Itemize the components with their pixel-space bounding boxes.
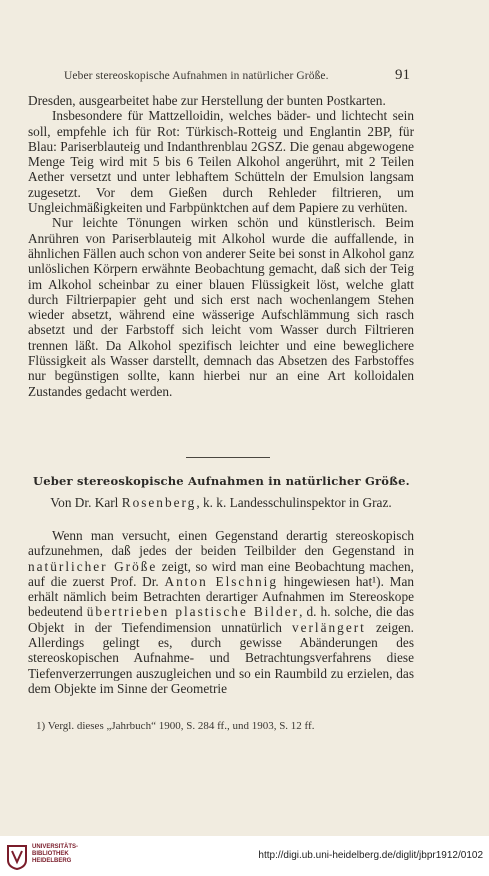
previous-article-text <box>28 93 414 399</box>
article-byline <box>28 495 414 510</box>
logo-line: UNIVERSITÄTS- <box>32 844 79 850</box>
emphasis-spaced: natürlicher Größe <box>28 558 158 574</box>
emphasis-spaced: Anton Elschnig <box>164 573 278 589</box>
logo-line: BIBLIOTHEK <box>32 851 69 857</box>
library-logo[interactable] <box>6 842 78 872</box>
paragraph: Dresden, ausgearbeitet habe zur Herstellung der bunten Postkarten. <box>28 93 386 108</box>
emphasis-spaced: verlängert <box>291 619 366 635</box>
footnote: 1) Vergl. dieses „Jahrbuch“ 1900, S. 284 ff., und 1903, S. 12 ff. <box>36 720 315 732</box>
page-number: 91 <box>395 67 410 83</box>
running-header <box>0 67 489 88</box>
text-run: hingewiesen hat¹). Man erhält nämlich beim Betrachten derartiger Aufnahmen im Stereoskope bedeutend <box>28 573 414 620</box>
permalink[interactable]: http://digi.ub.uni-heidelberg.de/diglit/jbpr1912/0102 <box>258 850 483 861</box>
byline-prefix: Von Dr. Karl <box>50 495 122 510</box>
library-seal-icon <box>6 844 28 870</box>
paragraph <box>28 528 414 696</box>
byline-suffix: , k. k. Landesschulinspektor in Graz. <box>196 495 392 510</box>
library-name <box>32 844 82 865</box>
logo-line: HEIDELBERG <box>32 858 72 864</box>
viewer-footer <box>0 836 489 876</box>
article-text <box>28 528 414 696</box>
author-name: Rosenberg <box>121 495 197 510</box>
text-run: , d. h. solche, die das Objekt in der Tiefendimension unnatürlich <box>28 604 414 635</box>
paragraph: Insbesondere für Mattzelloidin, welches bäder- und lichtecht sein soll, empfehle ich für Rot: Türkisch-Rotteig und Englantin 2BP, für Blau: Pariserblauteig und Indanthrenblau 2GSZ. Die genau abgewogene Menge Teig wird mit 5 bis 6 Teilen Alkohol angerührt, mit 2 Teilen Aether versetzt und unter lebhaftem Schütteln der Emulsion langsam zugesetzt. Vor dem Gießen durch Rehleder filtrieren, um Ungleichmäßigkeiten und Farbpünktchen auf dem Papiere zu verhüten. <box>28 108 414 216</box>
text-run: zeigen. Allerdings gelingt es, durch gewisse Abänderungen des stereoskopischen Aufnahme- und Betrachtungsverfahrens diese Tiefenverzerrungen auszugleichen und so ein Raumbild zu erzielen, das dem Objekte im Sinne der Geometrie <box>28 619 414 696</box>
emphasis-spaced: übertrieben plastische Bilder <box>86 604 300 620</box>
section-divider <box>186 457 270 458</box>
article-heading: Ueber stereoskopische Aufnahmen in natürlicher Größe. <box>33 474 410 488</box>
text-run: zeigt, so wird man eine Beobachtung machen, auf die zuerst Prof. Dr. <box>28 558 414 589</box>
text-run: Wenn man versucht, einen Gegenstand derartig stereoskopisch aufzunehmen, daß jedes der beiden Teilbilder den Gegenstand in <box>28 528 414 559</box>
paragraph: Nur leichte Tönungen wirken schön und künstlerisch. Beim Anrühren von Pariserblauteig mit Alkohol wurde die auffallende, in ähnlichen Fällen auch schon von anderer Seite bei sonst in Alkohol ganz unlöslichen Körpern erwähnte Beobachtung gemacht, daß sich der Teig im Alkohol scheinbar zu einer blauen Flüssigkeit löst, welche glatt durch Filtrierpapier geht und sich erst nach wochenlangem Stehen wieder absetzt, während eine wässerige Aufschlämmung sich rasch absetzt und der Farbstoff sich leicht vom Wasser durch Filtrieren trennen läßt. Da Alkohol spezifisch leichter und eine beweglichere Flüssigkeit als Wasser darstellt, demnach das Absetzen des Farbstoffes nur begünstigen sollte, kann hierbei nur an eine Art kolloidalen Zustandes gedacht werden. <box>28 215 414 399</box>
running-title: Ueber stereoskopische Aufnahmen in natürlicher Größe. <box>64 70 329 82</box>
